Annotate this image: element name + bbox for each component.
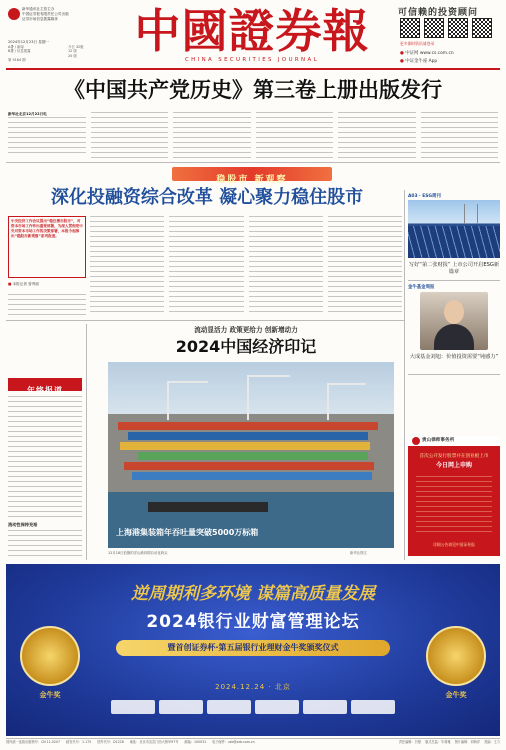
- ad-subtitle: 暨首创证券杯·第五届银行业理财金牛奖颁奖仪式: [116, 640, 390, 656]
- portrait-photo: [420, 292, 488, 350]
- sponsor-logos: [86, 700, 420, 730]
- footer-item: 国外代号：D1228: [97, 740, 124, 744]
- qr-code-icon[interactable]: [424, 18, 444, 38]
- ad-forum-title: 2024银行业财富管理论坛: [146, 612, 360, 632]
- footer-editor: 责任编辑：吕强: [398, 740, 422, 744]
- photo-note: 12月18日拍摄的洋山港四期自动化码头: [108, 551, 168, 555]
- masthead-rule: [6, 68, 500, 70]
- economy-title: 2024中国经济印记: [175, 337, 317, 356]
- qr-codes: [400, 18, 492, 38]
- app-icon: ●: [400, 59, 404, 64]
- column-divider: [404, 190, 405, 560]
- port-photo-graphic: [108, 362, 394, 548]
- divider: [408, 374, 500, 375]
- solar-panel-photo: [408, 200, 500, 258]
- slogan-line: 证券市场信息披露媒体: [22, 16, 58, 21]
- footer: [6, 740, 500, 745]
- footer-item: 地址：北京市宣武门西大街甲97号: [129, 740, 179, 744]
- qr-code-icon[interactable]: [400, 18, 420, 38]
- fund-section: 金牛基金周报: [408, 285, 435, 290]
- year-end-text: [8, 396, 82, 518]
- footer-editor: 美编：王力: [484, 740, 500, 744]
- fund-story[interactable]: 大成基金刘旭：价值投资需要“钝感力”: [409, 354, 499, 360]
- section-a: A叠 / 新闻: [8, 44, 24, 49]
- divider: [408, 280, 500, 281]
- ad-company: 贵山律师事务所: [422, 438, 455, 443]
- qr-label: 更多即时资讯请登录: [400, 41, 435, 46]
- award-right-label: 金牛奖: [445, 691, 467, 699]
- company-logo-icon: [412, 437, 420, 445]
- feature-text: [8, 294, 86, 316]
- site-links: [400, 50, 500, 66]
- photo-caption: 上海港集装箱年吞吐量突破5000万标箱: [116, 528, 259, 537]
- feature-body: [90, 216, 402, 316]
- ad-line1: 首次公开发行股票并在创业板上市: [419, 454, 489, 459]
- byline: 本报记者 昝秀丽: [12, 282, 39, 286]
- golden-bull-icon: [426, 626, 486, 686]
- footer-editor: 图片编辑：刘海洋: [454, 740, 481, 744]
- page-count: 12 版: [68, 49, 77, 54]
- slogan-line: 新华通讯社主管主办: [22, 7, 55, 11]
- footer-editor: 版式总监：毕莉雅: [425, 740, 451, 744]
- feature-highlight-box: [8, 216, 86, 278]
- year-end-text: [8, 530, 82, 556]
- page-count: 今日 32版: [68, 44, 84, 49]
- photo-credit: 新华社图文: [350, 551, 367, 555]
- feature-title: 深化投融资综合改革 凝心聚力稳住股市: [50, 187, 364, 208]
- footer-item: 邮发代号：1-175: [66, 740, 92, 744]
- byline-icon: ■: [8, 282, 12, 286]
- footer-item: 国内统一连续出版物号：CN 11-0207: [6, 740, 61, 744]
- divider: [6, 162, 500, 163]
- ad-slogan: 逆周期利多环境 谋篇高质量发展: [131, 584, 375, 604]
- masthead-title: 中國證券報: [134, 4, 370, 58]
- ad-date: 2024.12.24 · 北京: [215, 683, 291, 691]
- port-photo: [108, 362, 394, 548]
- tagline: 可信赖的投资顾问: [398, 8, 479, 18]
- page-count: 20 版: [68, 53, 77, 58]
- feature-highlight: 中央经济工作会议提出“稳住楼市股市”，对资本市场工作作出重要部署，为深入贯彻党中央对资本市场工作的决策部署，本报今起推出“稳股市新观察”系列报道。: [11, 219, 83, 238]
- year-end-sub: 流动性保持充裕: [8, 522, 38, 527]
- pub-date: 2024年12月23日: [8, 40, 38, 44]
- golden-bull-icon: [20, 626, 80, 686]
- qr-code-icon[interactable]: [448, 18, 468, 38]
- qr-code-icon[interactable]: [472, 18, 492, 38]
- section-b: B叠 / 信息披露: [8, 49, 31, 54]
- globe-icon: ●: [400, 51, 404, 56]
- ad-cta: 详细公告请见中国证券报: [433, 542, 475, 547]
- divider: [6, 320, 404, 321]
- divider: [6, 738, 500, 739]
- esg-story[interactable]: 写好“第二张财报” 上市公司开启ESG新篇章: [408, 262, 500, 275]
- masthead-subtitle: CHINA SECURITIES JOURNAL: [185, 57, 319, 63]
- banner-text: 稳股市 新观察: [216, 175, 288, 185]
- forum-ad[interactable]: [6, 564, 500, 736]
- main-headline: 《中国共产党历史》第三卷上册出版发行: [64, 78, 442, 102]
- ad-line2: 今日网上申购: [435, 462, 472, 469]
- footer-item: 邮编：100031: [184, 740, 207, 744]
- year-end-tag: [8, 378, 82, 395]
- dateline: 新华社北京12月22日电: [8, 112, 47, 116]
- site-link[interactable]: 中证金牛座 App: [405, 59, 438, 64]
- site-link[interactable]: 中证网 www.cs.com.cn: [405, 51, 454, 56]
- column-divider: [86, 324, 87, 560]
- award-left-label: 金牛奖: [39, 691, 61, 699]
- headline-story: [8, 112, 498, 160]
- pub-weekday: 星期一: [38, 40, 50, 44]
- section-banner: [172, 167, 332, 185]
- esg-section: A03 · ESG周刊: [408, 194, 441, 199]
- economy-kicker: 流动显活力 政策更给力 创新增动力: [194, 326, 298, 334]
- issue-no: 第 9164 期: [8, 58, 26, 63]
- year-end-label: 年终报道: [27, 386, 63, 395]
- date-info: [8, 40, 123, 63]
- cs-logo-icon: [8, 8, 20, 20]
- slogan-line: 中国证券报有限责任公司出版: [22, 11, 69, 16]
- ipo-ad[interactable]: [408, 436, 500, 556]
- footer-item: 电子邮件：zzb@zzb.com.cn: [212, 740, 255, 744]
